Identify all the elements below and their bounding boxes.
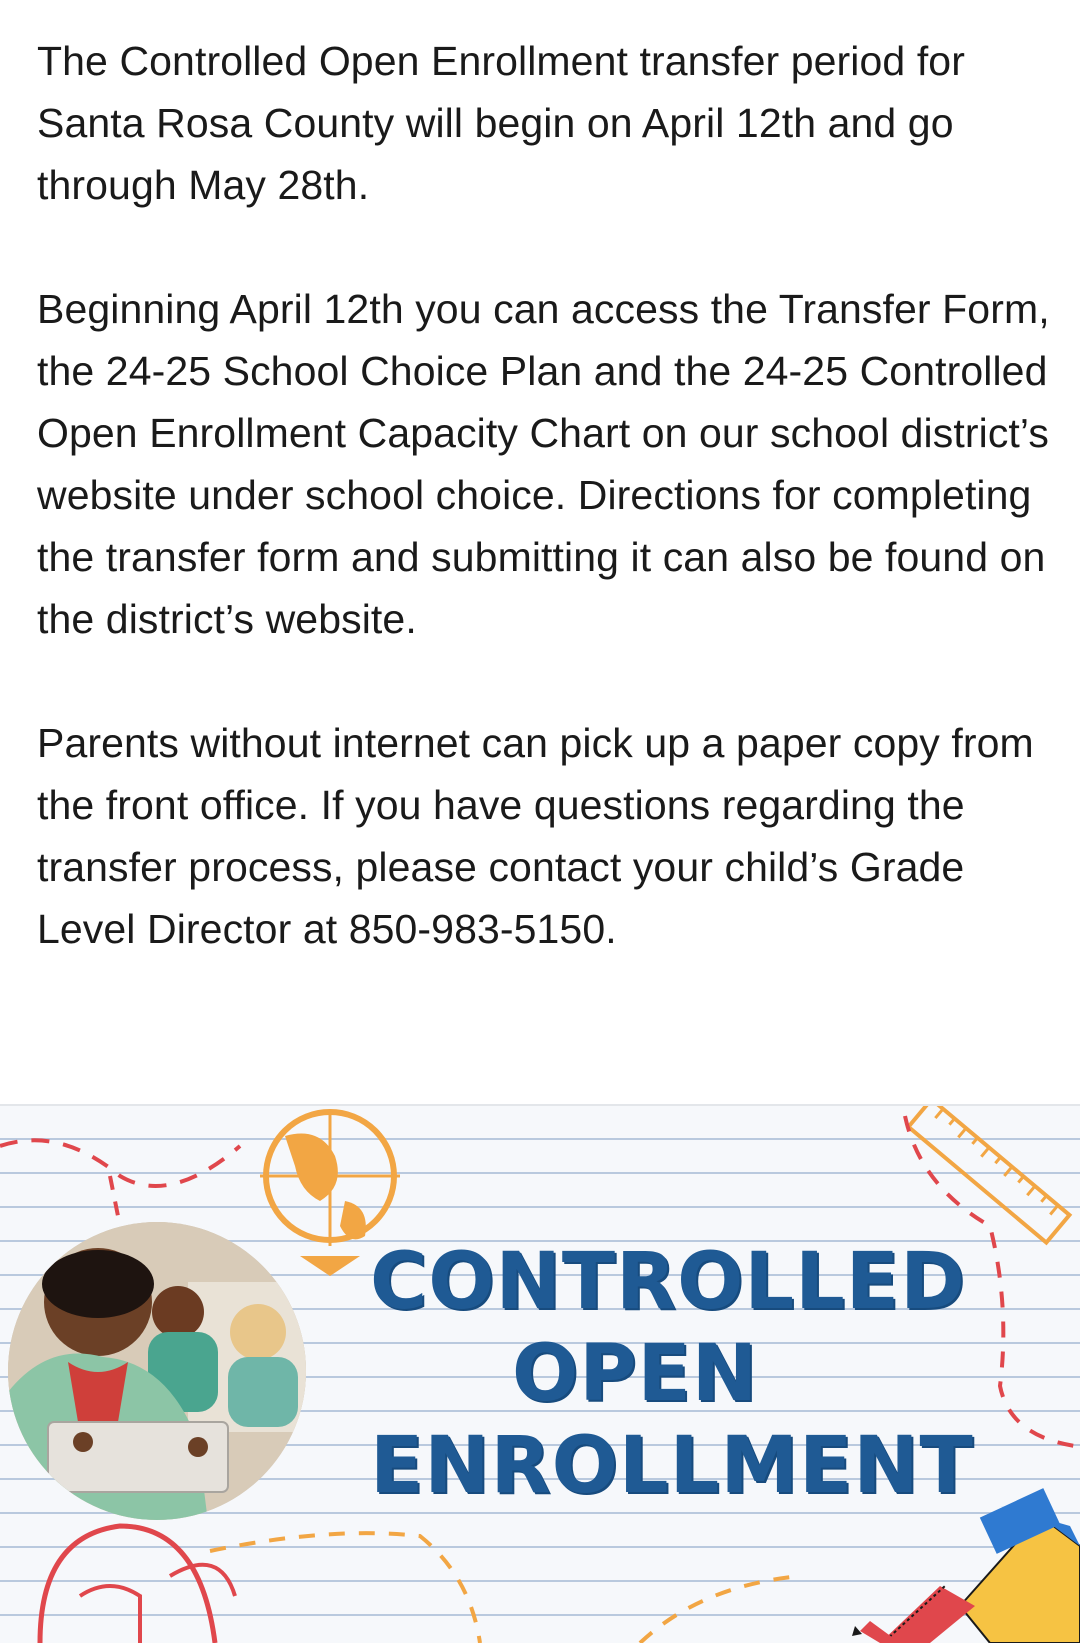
post-body (37, 30, 1057, 960)
headline-line: ENROLLMENT (370, 1421, 974, 1511)
post-paragraph: Parents without internet can pick up a paper copy from the front office. If you have questions regarding the transfer process, please contact your child’s Grade Level Director at 850-983-5150. (37, 720, 1034, 952)
post-paragraph: The Controlled Open Enrollment transfer period for Santa Rosa County will begin on April 12th and go through May 28th. (37, 38, 965, 208)
student-photo (8, 1222, 306, 1520)
student-photo-image (8, 1222, 306, 1520)
backpack-icon (40, 1526, 235, 1643)
promo-image[interactable] (0, 1104, 1080, 1643)
promo-headline (370, 1236, 974, 1512)
headline-line: OPEN (511, 1329, 759, 1419)
headline-line: CONTROLLED (370, 1237, 966, 1327)
post-paragraph: Beginning April 12th you can access the Transfer Form, the 24-25 School Choice Plan and the 24-25 Controlled Open Enrollment Capacity Chart on our school district’s website under school choice. Directions for completing the transfer form and submitting it can also be found on the district’s website. (37, 286, 1050, 642)
notebook-icon (880, 1488, 1080, 1643)
dashed-path (0, 1140, 240, 1186)
